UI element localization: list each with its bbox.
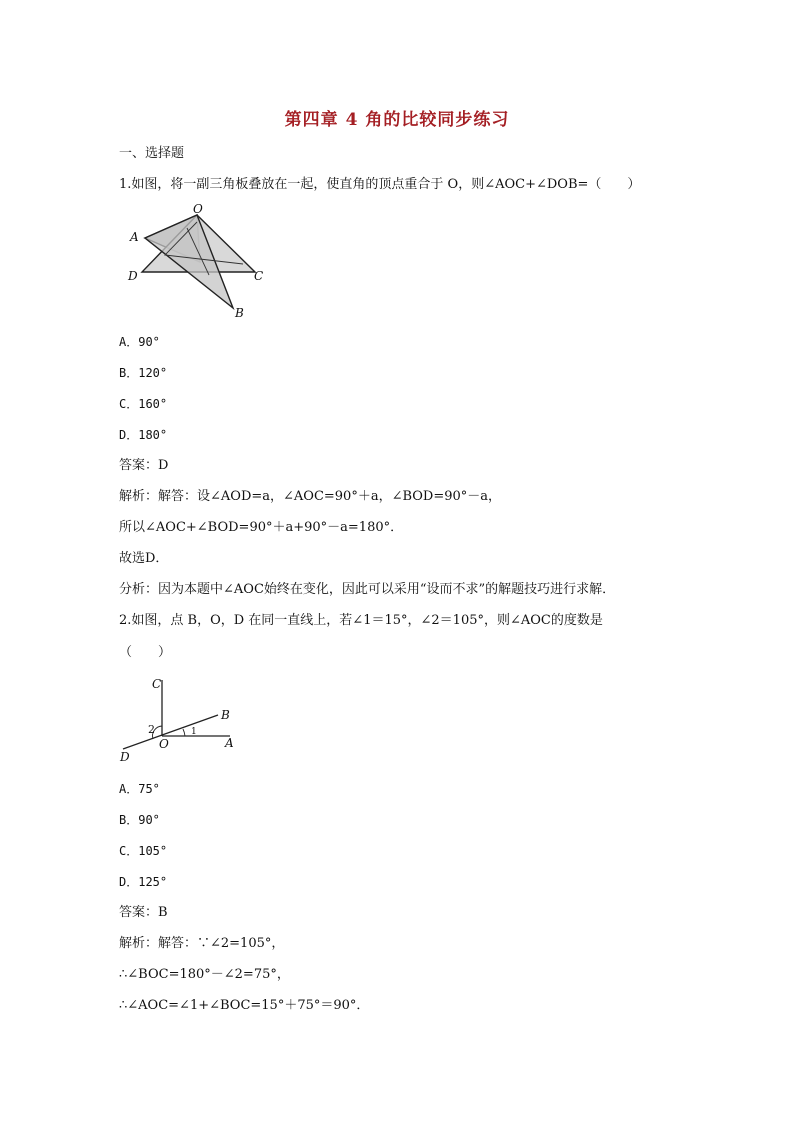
q1-answer: 答案：D [119,458,169,473]
q2-analysis-1: 解析：解答：∵∠2=105°， [119,936,285,951]
section-heading: 一、选择题 [119,146,185,161]
q1-label-O: O [193,202,203,216]
q2-stem-line-2: （ ） [119,645,172,660]
q1-triangle-figure [125,200,275,325]
q1-option-c: C．160° [119,397,168,411]
q2-line-DB [123,715,218,749]
q2-answer: 答案：B [119,905,168,920]
q2-angle-1-arc [183,729,185,736]
q2-option-b: B．90° [119,813,160,827]
q1-analysis-2: 所以∠AOC+∠BOD=90°＋a+90°－a=180°． [119,520,404,535]
q2-option-d: D．125° [119,875,168,889]
q1-option-b: B．120° [119,366,168,380]
q1-option-a: A．90° [119,335,160,349]
q1-stem: 1.如图，将一副三角板叠放在一起，使直角的顶点重合于 O，则∠AOC+∠DOB=（ ） [119,177,641,192]
q1-analysis-3: 故选D． [119,551,169,566]
q1-label-A: A [130,230,139,244]
q1-label-B: B [235,306,244,320]
q2-analysis-3: ∴∠AOC=∠1+∠BOC=15°＋75°＝90°． [119,998,370,1013]
q1-option-d: D．180° [119,428,168,442]
q2-angle-figure [115,672,245,767]
q2-label-C: C [152,677,162,691]
q2-analysis-2: ∴∠BOC=180°－∠2=75°， [119,967,290,982]
q2-stem-line-1: 2.如图，点 B，O，D 在同一直线上，若∠1＝15°，∠2＝105°，则∠AOC的度数是 [119,613,603,628]
q2-label-A: A [225,736,234,750]
q2-option-a: A．75° [119,782,160,796]
q1-analysis-1: 解析：解答：设∠AOD=a，∠AOC=90°＋a，∠BOD=90°－a， [119,489,502,504]
q2-label-1: 1 [191,727,197,737]
q1-label-D: D [128,269,138,283]
q2-label-D: D [120,750,130,764]
q2-option-c: C．105° [119,844,168,858]
q2-label-B: B [221,708,230,722]
page-title: 第四章 4 角的比较同步练习 [284,110,510,130]
q1-label-C: C [254,269,264,283]
q1-analysis-4: 分析：因为本题中∠AOC始终在变化，因此可以采用“设而不求”的解题技巧进行求解． [119,582,616,597]
q2-label-O: O [159,737,169,751]
q2-label-2: 2 [148,723,155,736]
